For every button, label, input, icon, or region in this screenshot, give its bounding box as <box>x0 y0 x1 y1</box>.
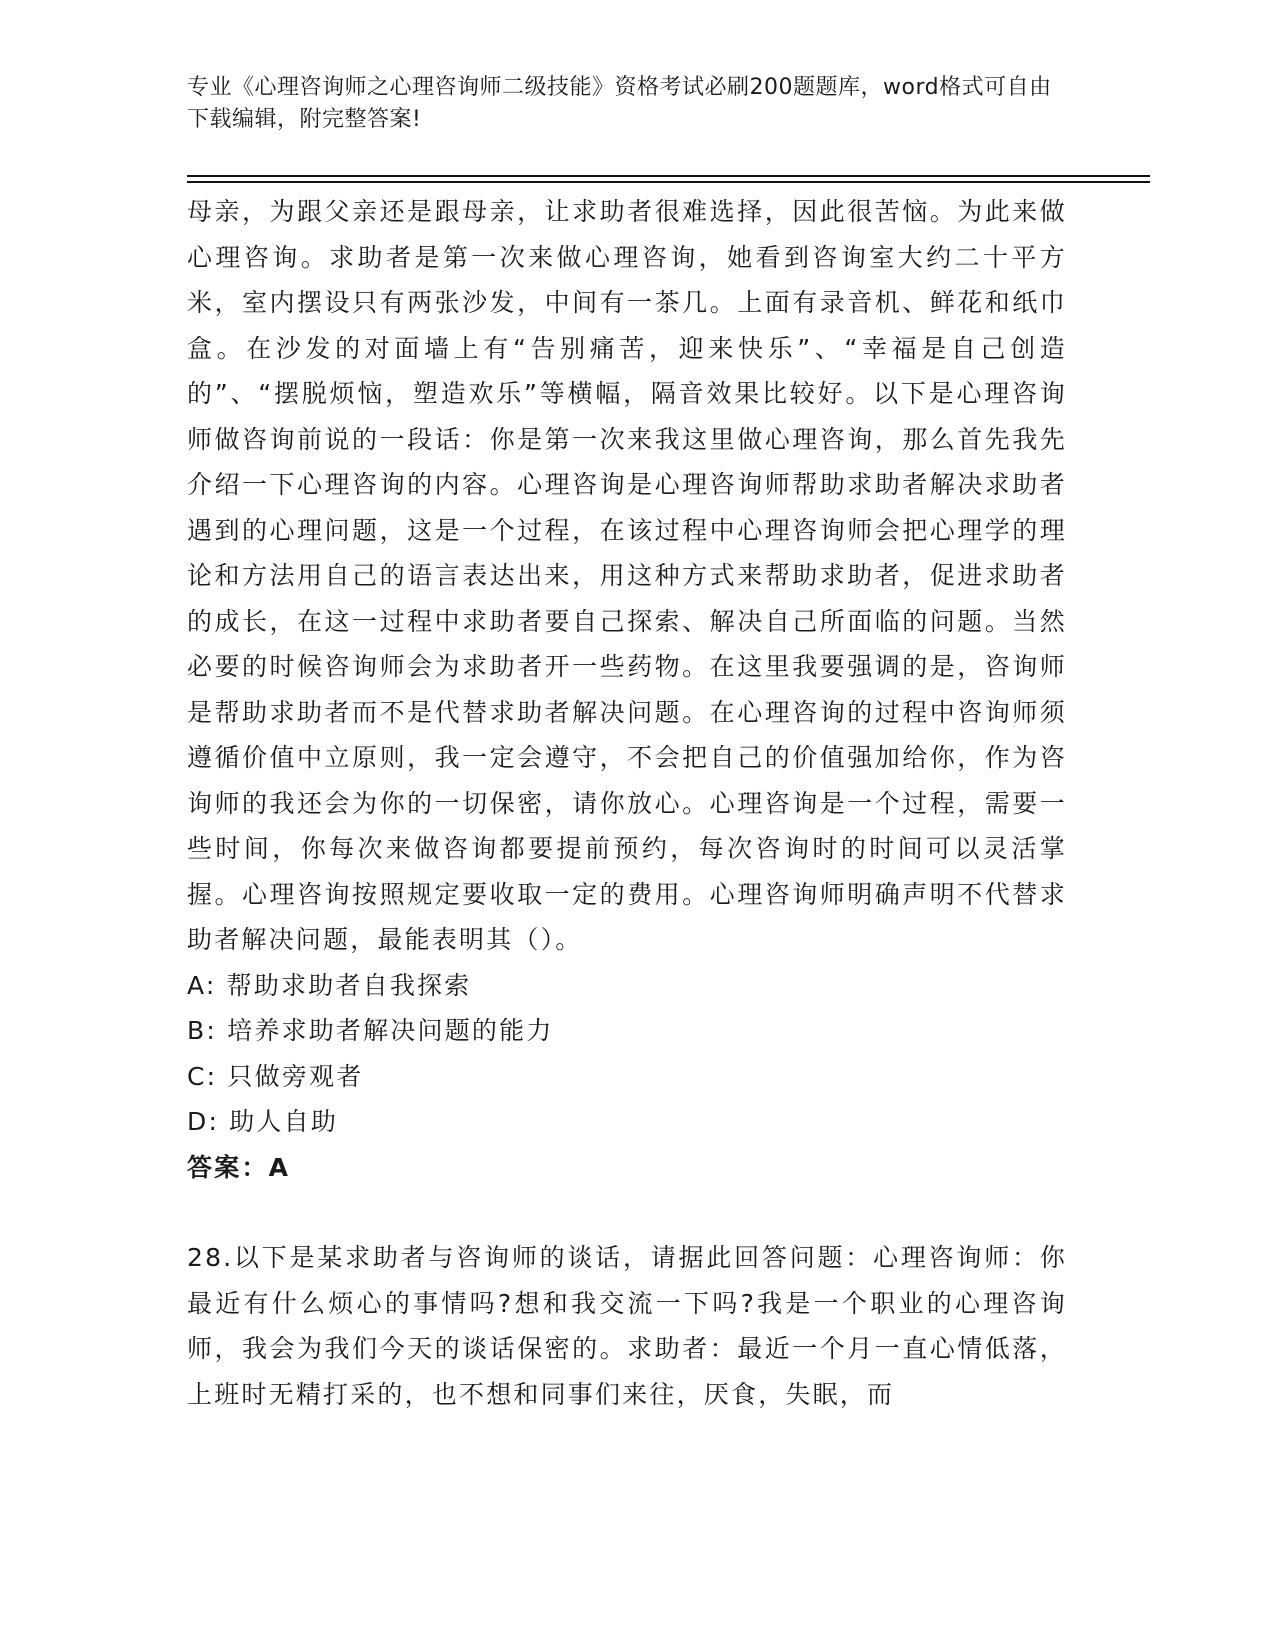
document-header: 专业《心理咨询师之心理咨询师二级技能》资格考试必刷200题题库，word格式可自由下载编辑，附完整答案! <box>187 75 1052 132</box>
question-27-text: 母亲，为跟父亲还是跟母亲，让求助者很难选择，因此很苦恼。为此来做心理咨询。求助者是第一次来做心理咨询，她看到咨询室大约二十平方米，室内摆设只有两张沙发，中间有一茶几。上面有录音机、鲜花和纸巾盒。在沙发的对面墙上有“告别痛苦，迎来快乐”、“幸福是自己创造的”、“摆脱烦恼，塑造欢乐”等横幅，隔音效果比较好。以下是心理咨询师做咨询前说的一段话：你是第一次来我这里做心理咨询，那么首先我先介绍一下心理咨询的内容。心理咨询是心理咨询师帮助求助者解决求助者遇到的心理问题，这是一个过程，在该过程中心理咨询师会把心理学的理论和方法用自己的语言表达出来，用这种方式来帮助求助者，促进求助者的成长，在这一过程中求助者要自己探索、解决自己所面临的问题。当然必要的时候咨询师会为求助者开一些药物。在这里我要强调的是，咨询师是帮助求助者而不是代替求助者解决问题。在心理咨询的过程中咨询师须遵循价值中立原则，我一定会遵守，不会把自己的价值强加给你，作为咨询师的我还会为你的一切保密，请你放心。心理咨询是一个过程，需要一些时间，你每次来做咨询都要提前预约，每次咨询时的时间可以灵活掌握。心理咨询按照规定要收取一定的费用。心理咨询师明确声明不代替求助者解决问题，最能表明其（）。 <box>187 197 1067 954</box>
header-rule-bottom <box>187 181 1150 183</box>
option-c: C: 只做旁观者 <box>187 1061 364 1091</box>
paragraph-gap <box>187 1190 1067 1235</box>
option-b: B: 培养求助者解决问题的能力 <box>187 1016 554 1045</box>
option-a: A: 帮助求助者自我探索 <box>187 970 472 1000</box>
document-body <box>187 189 1067 1417</box>
option-d: D: 助人自助 <box>187 1107 339 1136</box>
header-rule-top <box>187 175 1150 177</box>
question-28-text: 28.以下是某求助者与咨询师的谈话，请据此回答问题：心理咨询师：你最近有什么烦心的事情吗?想和我交流一下吗?我是一个职业的心理咨询师，我会为我们今天的谈话保密的。求助者：最近一个月一直心情低落，上班时无精打采的，也不想和同事们来往，厌食，失眠，而 <box>187 1243 1067 1409</box>
answer-label: 答案：A <box>187 1152 291 1182</box>
